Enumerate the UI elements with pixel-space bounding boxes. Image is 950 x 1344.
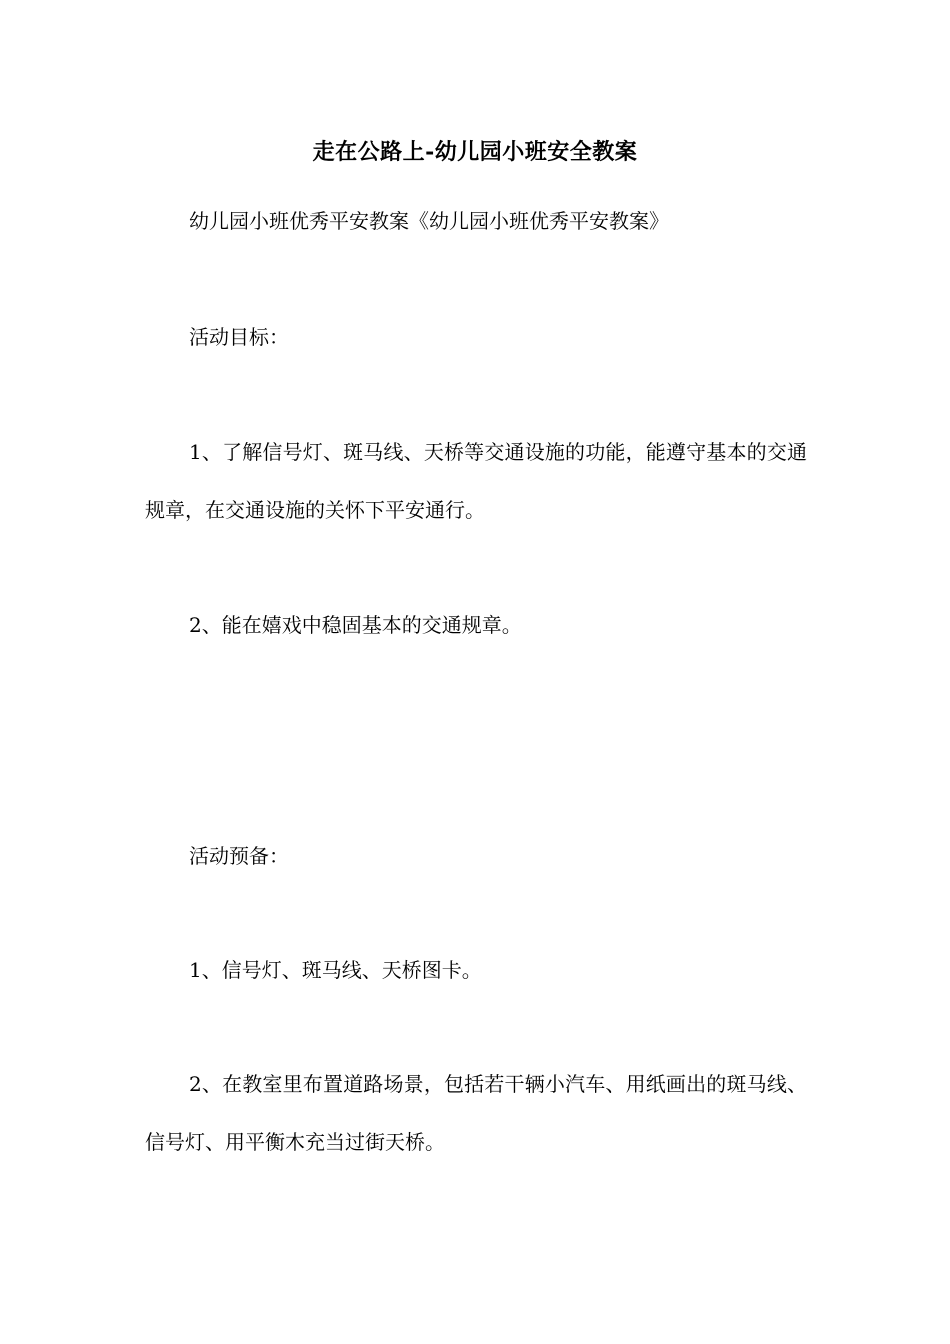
document-title: 走在公路上-幼儿园小班安全教案 [312, 139, 638, 165]
paragraph-goals-heading: 活动目标： [189, 325, 289, 349]
paragraph-prep-heading: 活动预备： [189, 844, 289, 868]
paragraph-prep-2: 2、在教室里布置道路场景，包括若干辆小汽车、用纸画出的斑马线、信号灯、用平衡木充当过街天桥。 [145, 1072, 807, 1154]
paragraph-goal-2: 2、能在嬉戏中稳固基本的交通规章。 [189, 613, 522, 637]
paragraph-goal-1: 1、了解信号灯、斑马线、天桥等交通设施的功能，能遵守基本的交通规章，在交通设施的关怀下平安通行。 [145, 440, 807, 522]
paragraph-subtitle: 幼儿园小班优秀平安教案《幼儿园小班优秀平安教案》 [189, 209, 669, 233]
paragraph-prep-1: 1、信号灯、斑马线、天桥图卡。 [189, 958, 482, 982]
